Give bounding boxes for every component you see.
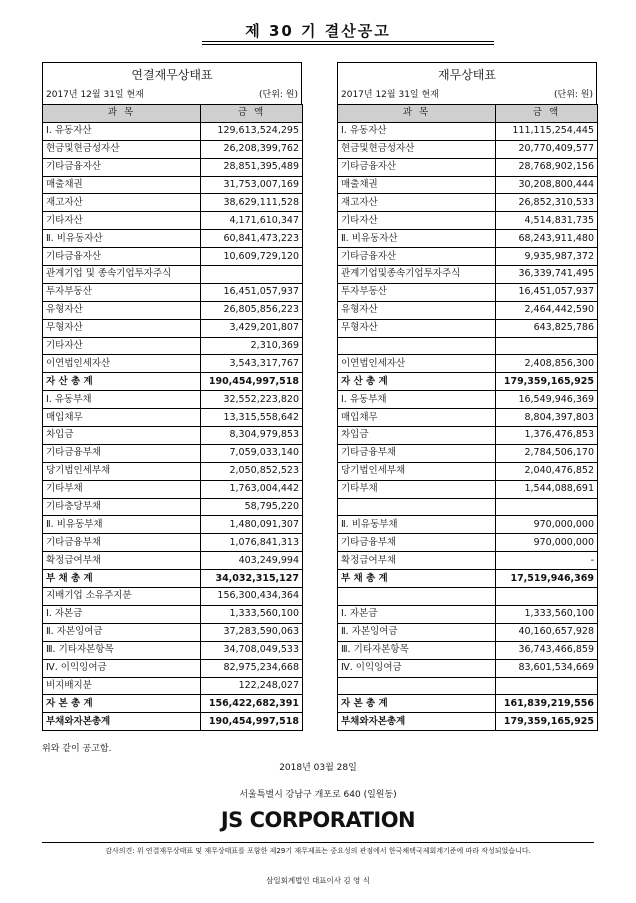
account-amount: 9,935,987,372 xyxy=(496,248,598,266)
table-row xyxy=(338,319,598,337)
table-row xyxy=(338,695,598,713)
account-amount: 10,609,729,120 xyxy=(201,248,303,266)
account-label: 현금및현금성자산 xyxy=(338,140,496,158)
account-amount: 31,753,007,169 xyxy=(201,176,303,194)
account-label: 이연법인세자산 xyxy=(43,355,201,373)
account-amount xyxy=(496,498,598,516)
table-row xyxy=(338,677,598,695)
account-label: 부 채 총 계 xyxy=(338,570,496,588)
table-row xyxy=(338,248,598,266)
account-amount xyxy=(496,588,598,606)
account-label: 지배기업 소유주지분 xyxy=(43,588,201,606)
table-row xyxy=(43,534,303,552)
account-label: Ⅱ. 비유동부채 xyxy=(338,516,496,534)
balance-table xyxy=(337,104,598,731)
account-amount: 60,841,473,223 xyxy=(201,230,303,248)
table-row xyxy=(338,623,598,641)
table-row xyxy=(43,212,303,230)
account-label: 기타부채 xyxy=(338,480,496,498)
account-label xyxy=(338,677,496,695)
table-row xyxy=(43,248,303,266)
account-label: 매입채무 xyxy=(43,409,201,427)
table-row xyxy=(338,462,598,480)
account-label: Ⅰ. 자본금 xyxy=(43,605,201,623)
account-label: 자 산 총 계 xyxy=(43,373,201,391)
account-amount: 2,784,506,170 xyxy=(496,444,598,462)
account-amount: 122,248,027 xyxy=(201,677,303,695)
account-amount: 3,543,317,767 xyxy=(201,355,303,373)
account-amount: 4,171,610,347 xyxy=(201,212,303,230)
account-amount: 643,825,786 xyxy=(496,319,598,337)
account-label: 관계기업및종속기업투자주식 xyxy=(338,266,496,284)
table-row xyxy=(43,677,303,695)
table-row xyxy=(338,516,598,534)
account-amount: 16,451,057,937 xyxy=(201,283,303,301)
table-row xyxy=(43,122,303,140)
account-label: 기타금융자산 xyxy=(43,158,201,176)
balance-table xyxy=(42,104,303,731)
account-label: 기타금융부채 xyxy=(338,444,496,462)
account-label: 기타금융자산 xyxy=(43,248,201,266)
report-date: 2017년 12월 31일 현재 xyxy=(341,90,439,100)
account-amount: 111,115,254,445 xyxy=(496,122,598,140)
table-row xyxy=(338,427,598,445)
table-meta xyxy=(337,87,597,104)
account-amount: 1,333,560,100 xyxy=(201,605,303,623)
account-amount: 58,795,220 xyxy=(201,498,303,516)
account-amount: 37,283,590,063 xyxy=(201,623,303,641)
account-label: 자 본 총 계 xyxy=(338,695,496,713)
report-date: 2017년 12월 31일 현재 xyxy=(46,90,144,100)
account-amount: 179,359,165,925 xyxy=(496,713,598,731)
account-amount: 156,422,682,391 xyxy=(201,695,303,713)
table-row xyxy=(338,570,598,588)
account-amount: 179,359,165,925 xyxy=(496,373,598,391)
table-row xyxy=(338,498,598,516)
table-row xyxy=(338,283,598,301)
account-label: 유형자산 xyxy=(338,301,496,319)
account-amount: 40,160,657,928 xyxy=(496,623,598,641)
account-amount: 17,519,946,369 xyxy=(496,570,598,588)
account-amount: 161,839,219,556 xyxy=(496,695,598,713)
table-row xyxy=(43,266,303,284)
table-row xyxy=(43,605,303,623)
account-label: 재고자산 xyxy=(338,194,496,212)
account-amount: 68,243,911,480 xyxy=(496,230,598,248)
divider xyxy=(42,842,594,843)
account-amount: 26,208,399,762 xyxy=(201,140,303,158)
account-label: 자 본 총 계 xyxy=(43,695,201,713)
account-label: 기타자산 xyxy=(338,212,496,230)
unit-label: (단위: 원) xyxy=(554,90,593,100)
account-label: Ⅱ. 자본잉여금 xyxy=(43,623,201,641)
table-row xyxy=(338,659,598,677)
account-amount: 83,601,534,669 xyxy=(496,659,598,677)
table-row xyxy=(338,194,598,212)
audit-opinion: 감사의견: 위 연결재무상태표 및 재무상태표를 포함한 제29기 재무제표는 중요성의 관점에서 한국채택국제회계기준에 따라 작성되었습니다. xyxy=(105,847,531,855)
announcement-date: 2018년 03월 28일 xyxy=(279,763,357,773)
account-label: Ⅰ. 자본금 xyxy=(338,605,496,623)
account-amount: 1,333,560,100 xyxy=(496,605,598,623)
account-amount: 3,429,201,807 xyxy=(201,319,303,337)
account-amount: 16,549,946,369 xyxy=(496,391,598,409)
account-amount: 36,743,466,859 xyxy=(496,641,598,659)
account-amount xyxy=(201,266,303,284)
table-row xyxy=(43,176,303,194)
table-row xyxy=(43,462,303,480)
table-row xyxy=(43,337,303,355)
table-row xyxy=(338,409,598,427)
column-header-item: 과 목 xyxy=(338,105,496,123)
account-amount: - xyxy=(496,552,598,570)
account-amount: 32,552,223,820 xyxy=(201,391,303,409)
column-header-item: 과 목 xyxy=(43,105,201,123)
account-label: 확정급여부채 xyxy=(43,552,201,570)
table-row xyxy=(43,480,303,498)
table-row xyxy=(43,498,303,516)
account-label: 차입금 xyxy=(338,427,496,445)
table-row xyxy=(338,391,598,409)
account-label: 부채와자본총계 xyxy=(338,713,496,731)
table-row xyxy=(338,641,598,659)
table-row xyxy=(338,122,598,140)
account-label: 기타금융자산 xyxy=(338,248,496,266)
table-heading: 재무상태표 xyxy=(337,62,597,87)
table-heading: 연결재무상태표 xyxy=(42,62,302,87)
account-amount xyxy=(496,677,598,695)
table-row xyxy=(43,373,303,391)
company-address: 서울특별시 강남구 개포로 640 (일원동) xyxy=(239,790,397,800)
account-label: 투자부동산 xyxy=(338,283,496,301)
account-label: 관계기업 및 종속기업투자주식 xyxy=(43,266,201,284)
title-underline xyxy=(202,41,494,42)
account-label: 무형자산 xyxy=(338,319,496,337)
table-row xyxy=(43,623,303,641)
account-label: Ⅰ. 유동부채 xyxy=(338,391,496,409)
account-amount: 20,770,409,577 xyxy=(496,140,598,158)
table-row xyxy=(338,230,598,248)
account-label: Ⅳ. 이익잉여금 xyxy=(43,659,201,677)
table-row xyxy=(43,230,303,248)
table-row xyxy=(338,337,598,355)
account-label: 기타금융부채 xyxy=(43,444,201,462)
title-underline xyxy=(202,44,494,45)
table-row xyxy=(338,140,598,158)
account-label: 당기법인세부채 xyxy=(43,462,201,480)
account-label xyxy=(338,498,496,516)
account-amount: 156,300,434,364 xyxy=(201,588,303,606)
account-label: 매출채권 xyxy=(338,176,496,194)
account-amount: 34,708,049,533 xyxy=(201,641,303,659)
account-label: 유형자산 xyxy=(43,301,201,319)
account-amount: 1,544,088,691 xyxy=(496,480,598,498)
account-amount xyxy=(496,337,598,355)
account-label: Ⅲ. 기타자본항목 xyxy=(43,641,201,659)
account-amount: 2,464,442,590 xyxy=(496,301,598,319)
table-row xyxy=(43,283,303,301)
account-label xyxy=(338,337,496,355)
column-header-amount: 금 액 xyxy=(496,105,598,123)
account-label: Ⅱ. 비유동자산 xyxy=(338,230,496,248)
account-label: 기타자산 xyxy=(43,212,201,230)
account-amount: 8,304,979,853 xyxy=(201,427,303,445)
table-row xyxy=(43,516,303,534)
table-row xyxy=(43,570,303,588)
account-amount: 2,408,856,300 xyxy=(496,355,598,373)
account-label: 매입채무 xyxy=(338,409,496,427)
table-row xyxy=(338,588,598,606)
account-label: Ⅰ. 유동자산 xyxy=(338,122,496,140)
table-row xyxy=(338,552,598,570)
account-label: Ⅱ. 비유동부채 xyxy=(43,516,201,534)
table-row xyxy=(43,158,303,176)
table-row xyxy=(338,355,598,373)
table-row xyxy=(43,355,303,373)
account-amount: 38,629,111,528 xyxy=(201,194,303,212)
account-label: 기타충당부채 xyxy=(43,498,201,516)
account-label: 부채와자본총계 xyxy=(43,713,201,731)
table-row xyxy=(43,695,303,713)
account-amount: 1,376,476,853 xyxy=(496,427,598,445)
account-amount: 190,454,997,518 xyxy=(201,373,303,391)
table-row xyxy=(43,409,303,427)
account-amount: 1,763,004,442 xyxy=(201,480,303,498)
account-amount: 13,315,558,642 xyxy=(201,409,303,427)
table-row xyxy=(43,391,303,409)
account-label: 재고자산 xyxy=(43,194,201,212)
account-amount: 26,852,310,533 xyxy=(496,194,598,212)
account-amount: 28,851,395,489 xyxy=(201,158,303,176)
account-label xyxy=(338,588,496,606)
account-amount: 1,480,091,307 xyxy=(201,516,303,534)
account-amount: 2,310,369 xyxy=(201,337,303,355)
table-row xyxy=(43,552,303,570)
table-row xyxy=(338,176,598,194)
table-row xyxy=(338,373,598,391)
account-label: 매출채권 xyxy=(43,176,201,194)
table-row xyxy=(338,266,598,284)
announcement-note: 위와 같이 공고함. xyxy=(42,744,112,754)
table-row xyxy=(338,605,598,623)
account-label: 차입금 xyxy=(43,427,201,445)
account-label: 확정급여부채 xyxy=(338,552,496,570)
account-label: 기타금융부채 xyxy=(338,534,496,552)
account-amount: 190,454,997,518 xyxy=(201,713,303,731)
account-label: 기타자산 xyxy=(43,337,201,355)
unit-label: (단위: 원) xyxy=(259,90,298,100)
column-header-amount: 금 액 xyxy=(201,105,303,123)
account-label: 기타금융부채 xyxy=(43,534,201,552)
account-label: Ⅰ. 유동부채 xyxy=(43,391,201,409)
table-row xyxy=(43,194,303,212)
account-amount: 36,339,741,495 xyxy=(496,266,598,284)
account-amount: 970,000,000 xyxy=(496,516,598,534)
header-row xyxy=(43,105,303,123)
table-row xyxy=(43,641,303,659)
account-label: 무형자산 xyxy=(43,319,201,337)
table-row xyxy=(43,713,303,731)
table-row xyxy=(338,212,598,230)
account-label: Ⅱ. 자본잉여금 xyxy=(338,623,496,641)
account-amount: 34,032,315,127 xyxy=(201,570,303,588)
table-row xyxy=(338,713,598,731)
table-row xyxy=(338,444,598,462)
table-row xyxy=(43,319,303,337)
table-row xyxy=(43,588,303,606)
account-label: 투자부동산 xyxy=(43,283,201,301)
separate-balance-sheet xyxy=(337,62,597,731)
account-amount: 8,804,397,803 xyxy=(496,409,598,427)
auditor-signature: 삼일회계법인 대표이사 김 영 식 xyxy=(266,876,370,885)
table-row xyxy=(43,140,303,158)
table-row xyxy=(338,301,598,319)
table-row xyxy=(43,427,303,445)
table-row xyxy=(338,480,598,498)
account-amount: 7,059,033,140 xyxy=(201,444,303,462)
account-label: 기타금융자산 xyxy=(338,158,496,176)
account-amount: 82,975,234,668 xyxy=(201,659,303,677)
account-amount: 4,514,831,735 xyxy=(496,212,598,230)
account-label: 당기법인세부채 xyxy=(338,462,496,480)
table-row xyxy=(43,659,303,677)
account-label: 현금및현금성자산 xyxy=(43,140,201,158)
table-meta xyxy=(42,87,302,104)
account-amount: 970,000,000 xyxy=(496,534,598,552)
account-label: Ⅲ. 기타자본항목 xyxy=(338,641,496,659)
table-row xyxy=(338,534,598,552)
account-amount: 16,451,057,937 xyxy=(496,283,598,301)
account-label: Ⅱ. 비유동자산 xyxy=(43,230,201,248)
account-amount: 129,613,524,295 xyxy=(201,122,303,140)
account-amount: 26,805,856,223 xyxy=(201,301,303,319)
account-amount: 2,050,852,523 xyxy=(201,462,303,480)
company-logo: JS CORPORATION xyxy=(220,808,416,832)
account-amount: 403,249,994 xyxy=(201,552,303,570)
account-label: Ⅳ. 이익잉여금 xyxy=(338,659,496,677)
account-amount: 28,768,902,156 xyxy=(496,158,598,176)
page-title: 제 30 기 결산공고 xyxy=(245,22,391,40)
table-row xyxy=(338,158,598,176)
header-row xyxy=(338,105,598,123)
table-row xyxy=(43,444,303,462)
account-amount: 1,076,841,313 xyxy=(201,534,303,552)
account-amount: 2,040,476,852 xyxy=(496,462,598,480)
account-amount: 30,208,800,444 xyxy=(496,176,598,194)
consolidated-balance-sheet xyxy=(42,62,302,731)
account-label: 기타부채 xyxy=(43,480,201,498)
account-label: 부 채 총 계 xyxy=(43,570,201,588)
account-label: 비지배지분 xyxy=(43,677,201,695)
account-label: 이연법인세자산 xyxy=(338,355,496,373)
table-row xyxy=(43,301,303,319)
account-label: 자 산 총 계 xyxy=(338,373,496,391)
account-label: Ⅰ. 유동자산 xyxy=(43,122,201,140)
